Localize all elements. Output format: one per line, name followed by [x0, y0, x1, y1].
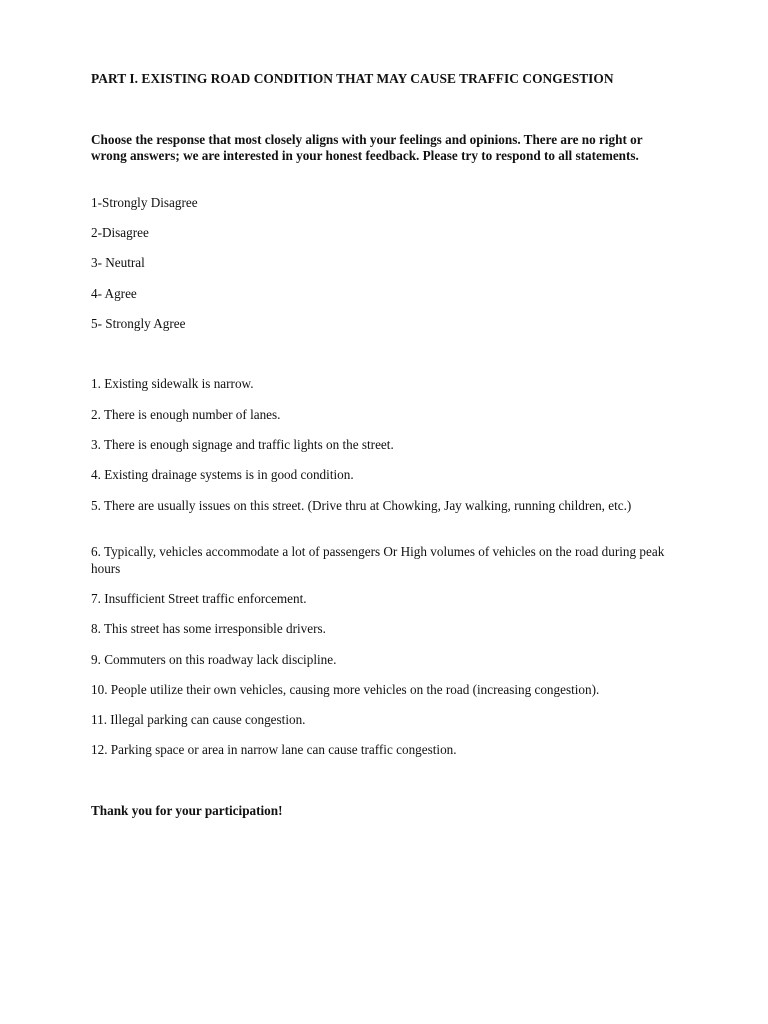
statement-4: 4. Existing drainage systems is in good condition.: [91, 467, 354, 482]
statement-8: 8. This street has some irresponsible drivers.: [91, 621, 326, 636]
statement-5: 5. There are usually issues on this street. (Drive thru at Chowking, Jay walking, running children, etc.): [91, 498, 632, 513]
statement-11: 11. Illegal parking can cause congestion.: [91, 712, 306, 727]
statement-9: 9. Commuters on this roadway lack discipline.: [91, 652, 337, 667]
scale-option-4: 4- Agree: [91, 286, 137, 301]
statement-10: 10. People utilize their own vehicles, causing more vehicles on the road (increasing congestion).: [91, 682, 600, 697]
statement-12: 12. Parking space or area in narrow lane can cause traffic congestion.: [91, 742, 457, 757]
page-title: PART I. EXISTING ROAD CONDITION THAT MAY CAUSE TRAFFIC CONGESTION: [91, 71, 614, 86]
statement-2: 2. There is enough number of lanes.: [91, 407, 281, 422]
statement-6: 6. Typically, vehicles accommodate a lot of passengers Or High volumes of vehicles on the road during peak hours: [91, 544, 665, 576]
statement-7: 7. Insufficient Street traffic enforcement.: [91, 591, 307, 606]
statement-1: 1. Existing sidewalk is narrow.: [91, 376, 254, 391]
closing-message: Thank you for your participation!: [91, 803, 283, 818]
scale-option-5: 5- Strongly Agree: [91, 316, 186, 331]
scale-option-2: 2-Disagree: [91, 225, 149, 240]
instructions-paragraph: Choose the response that most closely aligns with your feelings and opinions. There are no right or wrong answers; we are interested in your honest feedback. Please try to respond to all statements.: [91, 132, 643, 163]
statement-3: 3. There is enough signage and traffic lights on the street.: [91, 437, 394, 452]
scale-option-3: 3- Neutral: [91, 255, 145, 270]
scale-option-1: 1-Strongly Disagree: [91, 195, 198, 210]
